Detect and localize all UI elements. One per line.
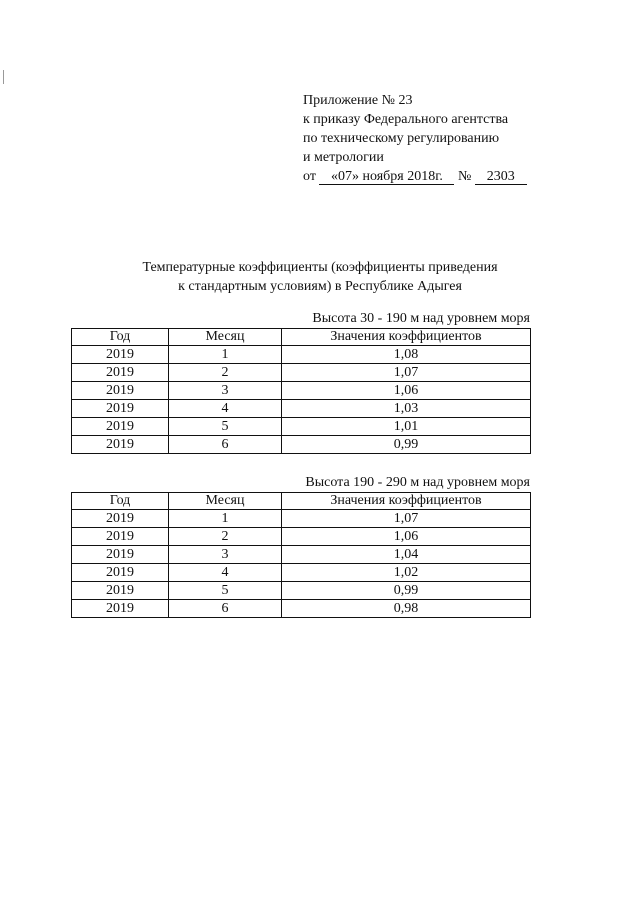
cell-month: 5 bbox=[169, 418, 282, 436]
cell-year: 2019 bbox=[72, 400, 169, 418]
table-row bbox=[72, 346, 531, 364]
cell-month: 4 bbox=[169, 564, 282, 582]
cell-coefficient: 1,03 bbox=[282, 400, 531, 418]
cell-month: 2 bbox=[169, 528, 282, 546]
cell-month: 3 bbox=[169, 546, 282, 564]
order-date-line bbox=[303, 167, 563, 186]
order-date: «07» ноября 2018г. bbox=[319, 169, 454, 185]
cell-month: 1 bbox=[169, 346, 282, 364]
table-row bbox=[72, 546, 531, 564]
title-line-1: Температурные коэффициенты (коэффициенты приведения bbox=[142, 260, 498, 275]
cell-year: 2019 bbox=[72, 364, 169, 382]
cell-year: 2019 bbox=[72, 510, 169, 528]
cell-year: 2019 bbox=[72, 346, 169, 364]
cell-year: 2019 bbox=[72, 382, 169, 400]
appendix-number: Приложение № 23 bbox=[303, 93, 413, 108]
column-header-year: Год bbox=[72, 329, 169, 346]
document-title bbox=[60, 258, 580, 296]
table-row bbox=[72, 528, 531, 546]
column-header-coefficient: Значения коэффициентов bbox=[282, 493, 531, 510]
column-header-coefficient: Значения коэффициентов bbox=[282, 329, 531, 346]
altitude-caption-2: Высота 190 - 290 м над уровнем моря bbox=[305, 475, 530, 490]
table-row bbox=[72, 436, 531, 454]
table-row bbox=[72, 400, 531, 418]
cell-month: 2 bbox=[169, 364, 282, 382]
cell-month: 1 bbox=[169, 510, 282, 528]
cell-year: 2019 bbox=[72, 582, 169, 600]
cell-year: 2019 bbox=[72, 418, 169, 436]
cell-year: 2019 bbox=[72, 528, 169, 546]
table-row bbox=[72, 418, 531, 436]
cell-year: 2019 bbox=[72, 564, 169, 582]
order-reference-line: к приказу Федерального агентства bbox=[303, 112, 509, 127]
cell-year: 2019 bbox=[72, 546, 169, 564]
coefficients-table-2 bbox=[71, 492, 531, 618]
cell-coefficient: 1,01 bbox=[282, 418, 531, 436]
cell-month: 5 bbox=[169, 582, 282, 600]
appendix-header bbox=[303, 91, 563, 186]
table-header-row bbox=[72, 493, 531, 510]
cell-coefficient: 1,02 bbox=[282, 564, 531, 582]
cell-month: 6 bbox=[169, 600, 282, 618]
agency-line-end: и метрологии bbox=[303, 150, 384, 165]
cell-coefficient: 1,07 bbox=[282, 364, 531, 382]
table-row bbox=[72, 564, 531, 582]
table-header-row bbox=[72, 329, 531, 346]
cell-coefficient: 1,07 bbox=[282, 510, 531, 528]
cell-coefficient: 1,06 bbox=[282, 382, 531, 400]
order-prefix: от bbox=[303, 169, 316, 184]
table-row bbox=[72, 600, 531, 618]
table-row bbox=[72, 382, 531, 400]
column-header-year: Год bbox=[72, 493, 169, 510]
cell-month: 6 bbox=[169, 436, 282, 454]
cell-coefficient: 1,04 bbox=[282, 546, 531, 564]
scan-margin-mark bbox=[3, 70, 4, 84]
cell-month: 4 bbox=[169, 400, 282, 418]
altitude-caption-1: Высота 30 - 190 м над уровнем моря bbox=[312, 311, 530, 326]
cell-coefficient: 1,06 bbox=[282, 528, 531, 546]
column-header-month: Месяц bbox=[169, 493, 282, 510]
cell-coefficient: 0,98 bbox=[282, 600, 531, 618]
cell-coefficient: 0,99 bbox=[282, 582, 531, 600]
title-line-2: к стандартным условиям) в Республике Адыгея bbox=[178, 279, 462, 294]
cell-coefficient: 1,08 bbox=[282, 346, 531, 364]
table-row bbox=[72, 582, 531, 600]
table-row bbox=[72, 364, 531, 382]
cell-coefficient: 0,99 bbox=[282, 436, 531, 454]
cell-year: 2019 bbox=[72, 600, 169, 618]
agency-line: по техническому регулированию bbox=[303, 131, 500, 146]
column-header-month: Месяц bbox=[169, 329, 282, 346]
cell-month: 3 bbox=[169, 382, 282, 400]
coefficients-table-1 bbox=[71, 328, 531, 454]
order-number-label: № bbox=[457, 169, 472, 184]
cell-year: 2019 bbox=[72, 436, 169, 454]
table-row bbox=[72, 510, 531, 528]
order-number: 2303 bbox=[475, 169, 527, 185]
